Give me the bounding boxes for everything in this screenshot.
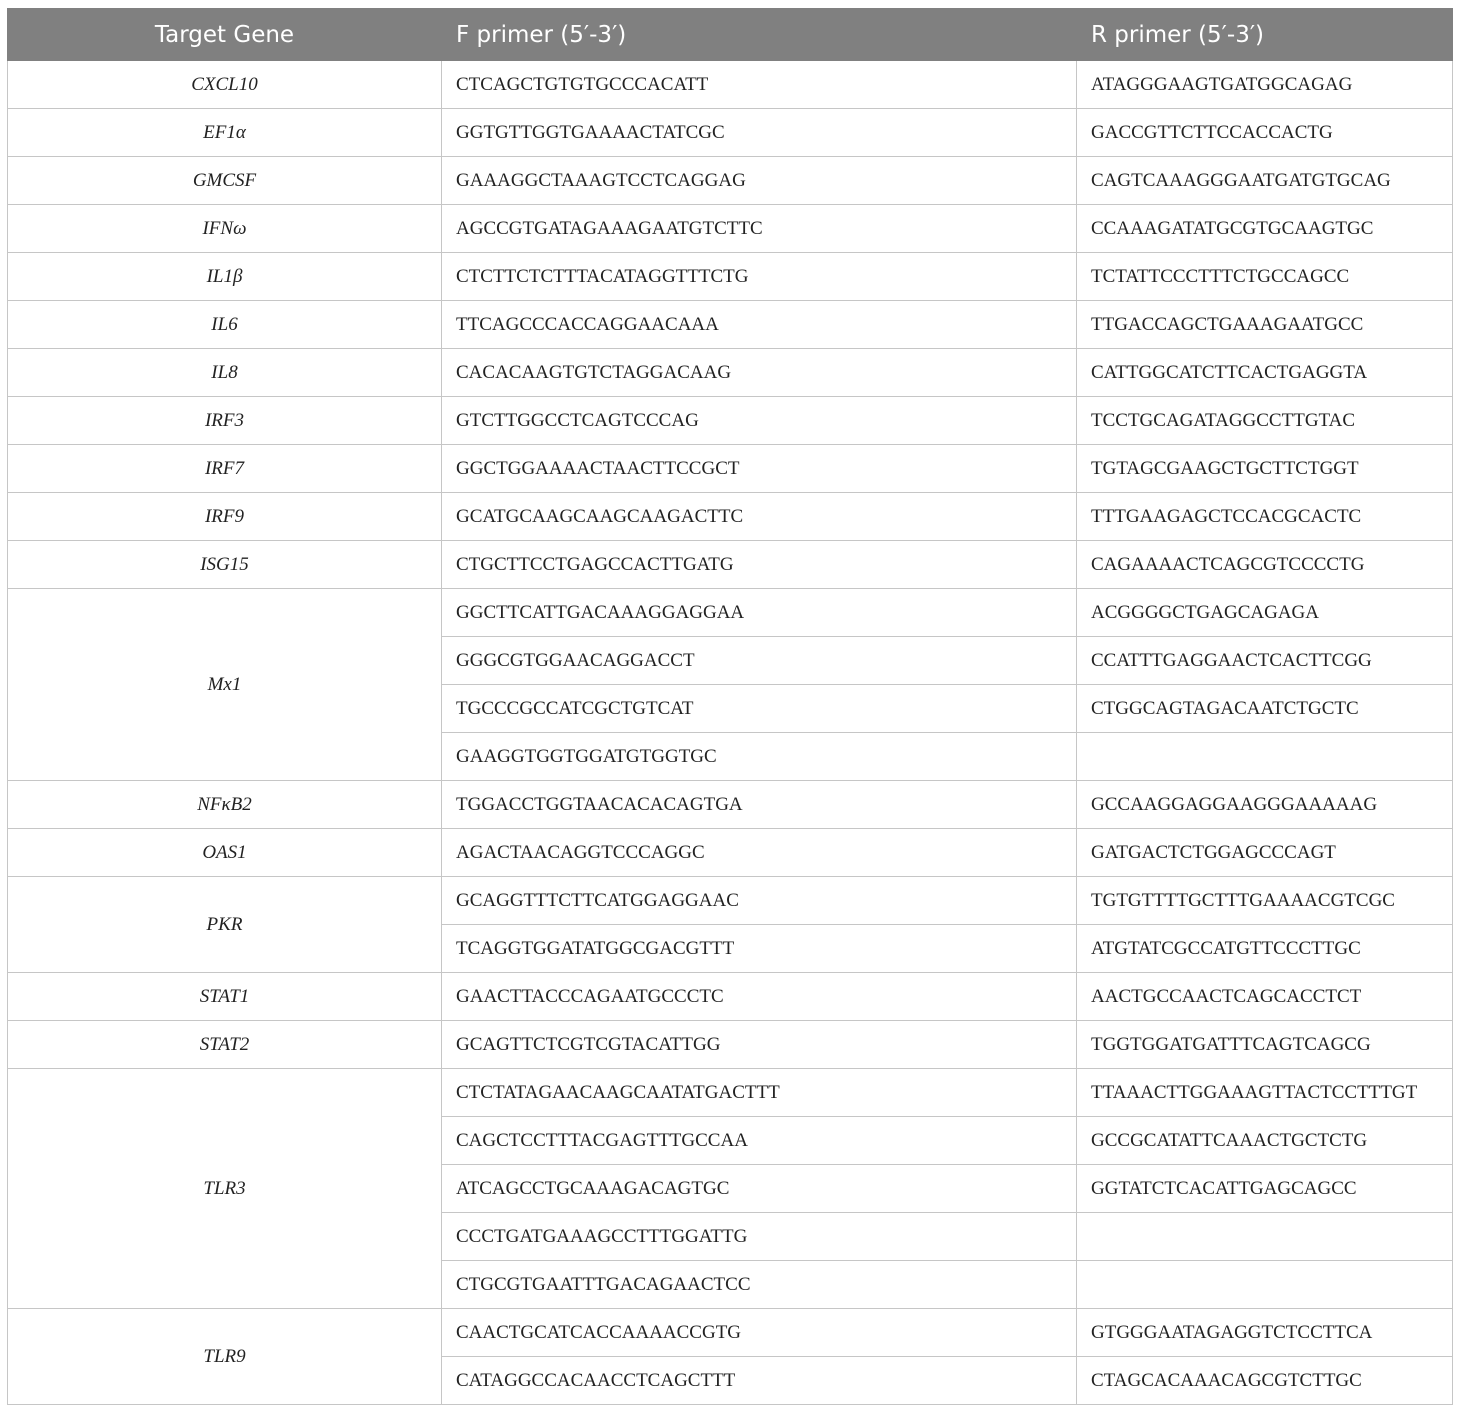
f-primer-cell: ATCAGCCTGCAAAGACAGTGC [442, 1165, 1077, 1213]
header-target-gene: Target Gene [8, 9, 442, 61]
gene-name-cell: Mx1 [8, 589, 442, 781]
f-primer-cell: TGGACCTGGTAACACACAGTGA [442, 781, 1077, 829]
r-primer-cell: CTAGCACAAACAGCGTCTTGC [1077, 1357, 1453, 1405]
r-primer-cell [1077, 733, 1453, 781]
f-primer-cell: GCATGCAAGCAAGCAAGACTTC [442, 493, 1077, 541]
table-row [8, 1069, 1453, 1117]
r-primer-cell: ATGTATCGCCATGTTCCCTTGC [1077, 925, 1453, 973]
gene-name-cell: IRF9 [8, 493, 442, 541]
f-primer-cell: CTGCGTGAATTTGACAGAACTCC [442, 1261, 1077, 1309]
f-primer-cell: GAAAGGCTAAAGTCCTCAGGAG [442, 157, 1077, 205]
table-row [8, 349, 1453, 397]
f-primer-cell: GGGCGTGGAACAGGACCT [442, 637, 1077, 685]
gene-name-cell: NFκB2 [8, 781, 442, 829]
table-row [8, 61, 1453, 109]
gene-name-cell: GMCSF [8, 157, 442, 205]
r-primer-cell: GCCGCATATTCAAACTGCTCTG [1077, 1117, 1453, 1165]
r-primer-cell: CAGAAAACTCAGCGTCCCCTG [1077, 541, 1453, 589]
gene-name-cell: STAT2 [8, 1021, 442, 1069]
f-primer-cell: GAAGGTGGTGGATGTGGTGC [442, 733, 1077, 781]
f-primer-cell: CATAGGCCACAACCTCAGCTTT [442, 1357, 1077, 1405]
gene-name-cell: EF1α [8, 109, 442, 157]
r-primer-cell: ACGGGGCTGAGCAGAGA [1077, 589, 1453, 637]
header-r-primer: R primer (5′-3′) [1077, 9, 1453, 61]
f-primer-cell: CTCTTCTCTTTACATAGGTTTCTG [442, 253, 1077, 301]
gene-name-cell: IL6 [8, 301, 442, 349]
table-row [8, 397, 1453, 445]
r-primer-cell: GCCAAGGAGGAAGGGAAAAAG [1077, 781, 1453, 829]
table-header [8, 9, 1453, 61]
r-primer-cell: CTGGCAGTAGACAATCTGCTC [1077, 685, 1453, 733]
table-row [8, 1309, 1453, 1357]
table-row [8, 1021, 1453, 1069]
table-row [8, 589, 1453, 637]
r-primer-cell: TGTGTTTTGCTTTGAAAACGTCGC [1077, 877, 1453, 925]
table-row [8, 301, 1453, 349]
f-primer-cell: AGCCGTGATAGAAAGAATGTCTTC [442, 205, 1077, 253]
header-row [8, 9, 1453, 61]
f-primer-cell: TTCAGCCCACCAGGAACAAA [442, 301, 1077, 349]
r-primer-cell: TTTGAAGAGCTCCACGCACTC [1077, 493, 1453, 541]
f-primer-cell: GGCTTCATTGACAAAGGAGGAA [442, 589, 1077, 637]
f-primer-cell: CTGCTTCCTGAGCCACTTGATG [442, 541, 1077, 589]
table-row [8, 781, 1453, 829]
r-primer-cell: TCTATTCCCTTTCTGCCAGCC [1077, 253, 1453, 301]
r-primer-cell: GTGGGAATAGAGGTCTCCTTCA [1077, 1309, 1453, 1357]
r-primer-cell: TCCTGCAGATAGGCCTTGTAC [1077, 397, 1453, 445]
gene-name-cell: TLR3 [8, 1069, 442, 1309]
gene-name-cell: IRF7 [8, 445, 442, 493]
table-row [8, 493, 1453, 541]
r-primer-cell [1077, 1261, 1453, 1309]
table-body [8, 61, 1453, 1405]
r-primer-cell: TGTAGCGAAGCTGCTTCTGGT [1077, 445, 1453, 493]
r-primer-cell: GGTATCTCACATTGAGCAGCC [1077, 1165, 1453, 1213]
gene-name-cell: ISG15 [8, 541, 442, 589]
r-primer-cell: CATTGGCATCTTCACTGAGGTA [1077, 349, 1453, 397]
f-primer-cell: TCAGGTGGATATGGCGACGTTT [442, 925, 1077, 973]
f-primer-cell: CCCTGATGAAAGCCTTTGGATTG [442, 1213, 1077, 1261]
f-primer-cell: GCAGTTCTCGTCGTACATTGG [442, 1021, 1077, 1069]
f-primer-cell: GCAGGTTTCTTCATGGAGGAAC [442, 877, 1077, 925]
f-primer-cell: CAGCTCCTTTACGAGTTTGCCAA [442, 1117, 1077, 1165]
f-primer-cell: TGCCCGCCATCGCTGTCAT [442, 685, 1077, 733]
table-row [8, 541, 1453, 589]
gene-name-cell: TLR9 [8, 1309, 442, 1405]
f-primer-cell: AGACTAACAGGTCCCAGGC [442, 829, 1077, 877]
r-primer-cell: GACCGTTCTTCCACCACTG [1077, 109, 1453, 157]
table-row [8, 109, 1453, 157]
primer-table [7, 8, 1453, 1405]
gene-name-cell: IFNω [8, 205, 442, 253]
table-row [8, 973, 1453, 1021]
f-primer-cell: CACACAAGTGTCTAGGACAAG [442, 349, 1077, 397]
f-primer-cell: CTCAGCTGTGTGCCCACATT [442, 61, 1077, 109]
gene-name-cell: STAT1 [8, 973, 442, 1021]
table-row [8, 253, 1453, 301]
header-f-primer: F primer (5′-3′) [442, 9, 1077, 61]
gene-name-cell: IL1β [8, 253, 442, 301]
table-row [8, 877, 1453, 925]
f-primer-cell: GGCTGGAAAACTAACTTCCGCT [442, 445, 1077, 493]
r-primer-cell: CCATTTGAGGAACTCACTTCGG [1077, 637, 1453, 685]
table-row [8, 157, 1453, 205]
r-primer-cell [1077, 1213, 1453, 1261]
r-primer-cell: AACTGCCAACTCAGCACCTCT [1077, 973, 1453, 1021]
r-primer-cell: CAGTCAAAGGGAATGATGTGCAG [1077, 157, 1453, 205]
table-row [8, 829, 1453, 877]
f-primer-cell: GTCTTGGCCTCAGTCCCAG [442, 397, 1077, 445]
f-primer-cell: GAACTTACCCAGAATGCCCTC [442, 973, 1077, 1021]
r-primer-cell: TTAAACTTGGAAAGTTACTCCTTTGT [1077, 1069, 1453, 1117]
gene-name-cell: IL8 [8, 349, 442, 397]
r-primer-cell: TTGACCAGCTGAAAGAATGCC [1077, 301, 1453, 349]
gene-name-cell: IRF3 [8, 397, 442, 445]
r-primer-cell: GATGACTCTGGAGCCCAGT [1077, 829, 1453, 877]
r-primer-cell: ATAGGGAAGTGATGGCAGAG [1077, 61, 1453, 109]
f-primer-cell: CTCTATAGAACAAGCAATATGACTTT [442, 1069, 1077, 1117]
r-primer-cell: CCAAAGATATGCGTGCAAGTGC [1077, 205, 1453, 253]
f-primer-cell: CAACTGCATCACCAAAACCGTG [442, 1309, 1077, 1357]
r-primer-cell: TGGTGGATGATTTCAGTCAGCG [1077, 1021, 1453, 1069]
table-row [8, 205, 1453, 253]
gene-name-cell: CXCL10 [8, 61, 442, 109]
gene-name-cell: OAS1 [8, 829, 442, 877]
table-row [8, 445, 1453, 493]
f-primer-cell: GGTGTTGGTGAAAACTATCGC [442, 109, 1077, 157]
gene-name-cell: PKR [8, 877, 442, 973]
primer-table-container [7, 8, 1452, 1405]
